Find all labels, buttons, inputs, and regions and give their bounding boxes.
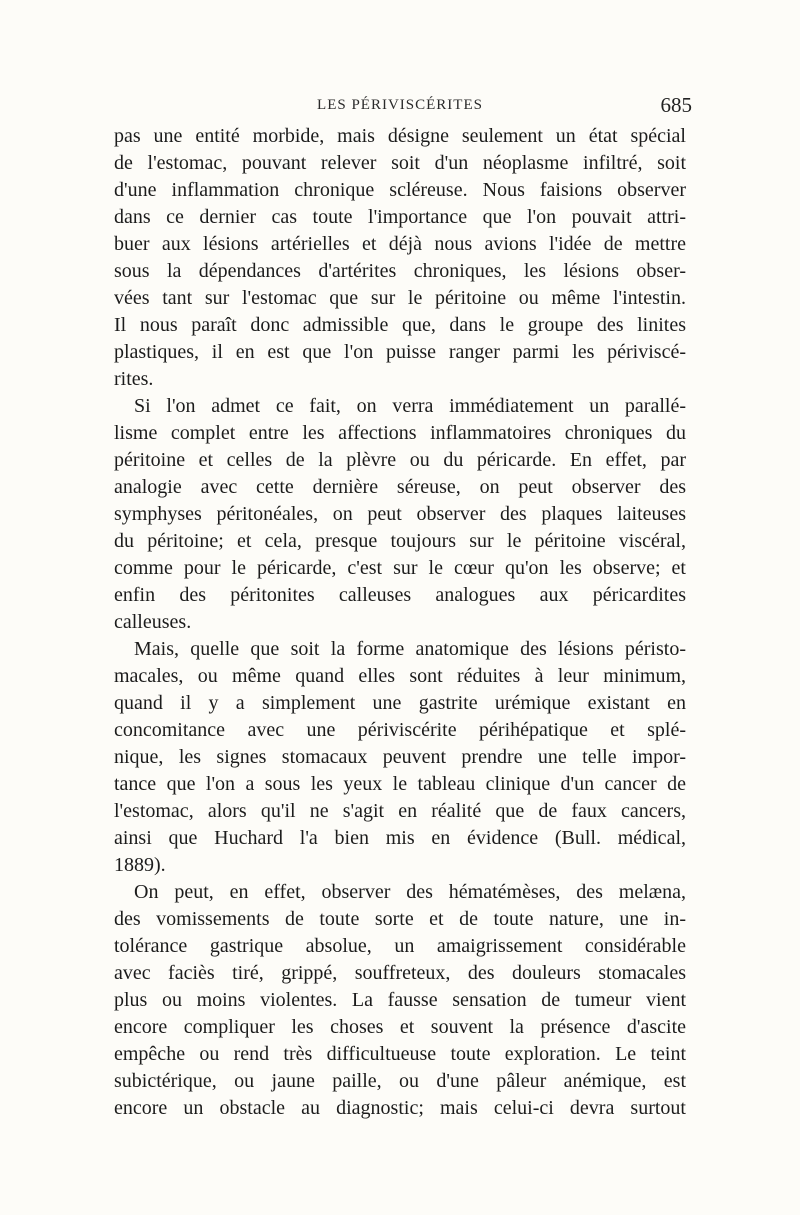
text-line: symphyses péritonéales, on peut observer des plaques laiteuses [114,503,686,525]
body-text [114,123,686,1122]
text-line: comme pour le péricarde, c'est sur le cœur qu'on les observe; et [114,557,686,579]
text-line: buer aux lésions artérielles et déjà nous avions l'idée de mettre [114,233,686,255]
text-line: de l'estomac, pouvant relever soit d'un néoplasme infiltré, soit [114,152,686,174]
text-line: ainsi que Huchard l'a bien mis en évidence (Bull. médical, [114,827,686,849]
text-line: subictérique, ou jaune paille, ou d'une pâleur anémique, est [114,1070,686,1092]
text-line: quand il y a simplement une gastrite urémique existant en [114,692,686,714]
text-line: plus ou moins violentes. La fausse sensation de tumeur vient [114,989,686,1011]
text-line: encore un obstacle au diagnostic; mais celui-ci devra surtout [114,1097,686,1119]
text-line: calleuses. [114,611,192,633]
running-head [114,93,692,125]
text-line: du péritoine; et cela, presque toujours sur le péritoine viscéral, [114,530,686,552]
text-line: d'une inflammation chronique scléreuse. Nous faisions observer [114,179,686,201]
text-line: rites. [114,368,154,390]
text-line: des vomissements de toute sorte et de toute nature, une in- [114,908,686,930]
text-line: dans ce dernier cas toute l'importance que l'on pouvait attri- [114,206,686,228]
text-line: tolérance gastrique absolue, un amaigrissement considérable [114,935,686,957]
text-line: encore compliquer les choses et souvent la présence d'ascite [114,1016,686,1038]
text-line: enfin des péritonites calleuses analogues aux péricardites [114,584,686,606]
text-line: péritoine et celles de la plèvre ou du péricarde. En effet, par [114,449,686,471]
text-line: lisme complet entre les affections inflammatoires chroniques du [114,422,686,444]
text-line: macales, ou même quand elles sont réduites à leur minimum, [114,665,686,687]
text-line: analogie avec cette dernière séreuse, on peut observer des [114,476,686,498]
text-line: concomitance avec une périviscérite périhépatique et splé- [114,719,686,741]
text-line: pas une entité morbide, mais désigne seulement un état spécial [114,125,686,147]
text-line: tance que l'on a sous les yeux le tableau clinique d'un cancer de [114,773,686,795]
text-line: nique, les signes stomacaux peuvent prendre une telle impor- [114,746,686,768]
page-number: 685 [660,93,692,117]
running-title: LES PÉRIVISCÉRITES [317,97,483,113]
text-line: empêche ou rend très difficultueuse toute exploration. Le teint [114,1043,686,1065]
text-line: sous la dépendances d'artérites chroniques, les lésions obser- [114,260,686,282]
text-line: On peut, en effet, observer des hématémèses, des melæna, [134,881,686,903]
text-line: avec faciès tiré, grippé, souffreteux, des douleurs stomacales [114,962,686,984]
text-line: plastiques, il en est que l'on puisse ranger parmi les périviscé- [114,341,686,363]
text-line: Il nous paraît donc admissible que, dans le groupe des linites [114,314,686,336]
text-line: Si l'on admet ce fait, on verra immédiatement un parallé- [134,395,686,417]
text-line: vées tant sur l'estomac que sur le péritoine ou même l'intestin. [114,287,686,309]
text-line: 1889). [114,854,166,876]
text-line: Mais, quelle que soit la forme anatomique des lésions péristo- [134,638,686,660]
text-line: l'estomac, alors qu'il ne s'agit en réalité que de faux cancers, [114,800,686,822]
